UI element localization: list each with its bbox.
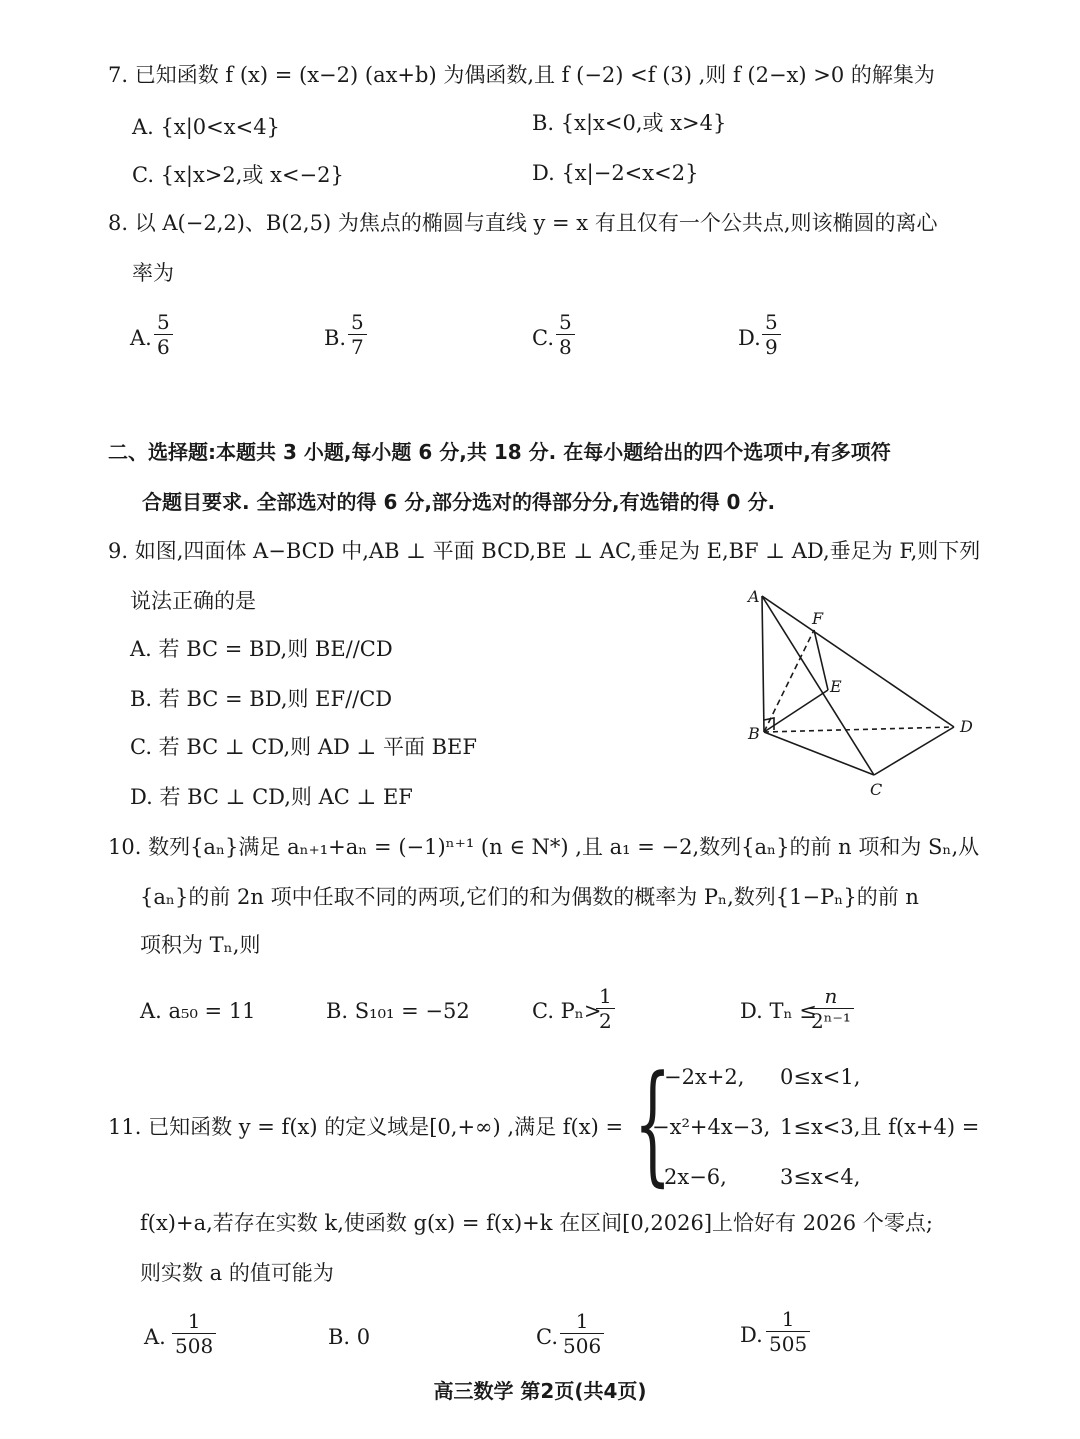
q8-b-numerator: 5 bbox=[351, 310, 364, 334]
q11-option-a-label: A. bbox=[144, 1325, 166, 1349]
q11-piece1-expr: −2x+2, bbox=[664, 1065, 745, 1089]
q10-stem-line2: {aₙ}的前 2n 项中任取不同的两项,它们的和为偶数的概率为 Pₙ,数列{1−Pₙ}的前 n bbox=[140, 885, 919, 909]
edge-ab bbox=[762, 596, 764, 732]
q10-option-d-prefix: D. Tₙ ≤ bbox=[740, 999, 817, 1023]
q8-option-c-label: C. bbox=[532, 326, 554, 350]
q10-option-d-fraction bbox=[808, 984, 854, 1033]
q11-stem-line2: f(x)+a,若存在实数 k,使函数 g(x) = f(x)+k 在区间[0,2026]上恰好有 2026 个零点; bbox=[140, 1211, 933, 1235]
q10-c-denominator: 2 bbox=[599, 1009, 612, 1033]
q11-piecewise-brace: { bbox=[634, 1047, 672, 1199]
q8-stem-line1: 8. 以 A(−2,2)、B(2,5) 为焦点的椭圆与直线 y = x 有且仅有一个公共点,则该椭圆的离心 bbox=[108, 211, 938, 235]
q11-piece2-cond: 1≤x<3,且 f(x+4) = bbox=[780, 1115, 980, 1139]
q11-d-denominator: 505 bbox=[769, 1332, 808, 1356]
q8-c-numerator: 5 bbox=[559, 310, 572, 334]
q11-d-numerator: 1 bbox=[781, 1307, 795, 1331]
q11-piece3-expr: 2x−6, bbox=[664, 1165, 727, 1189]
q11-c-denominator: 506 bbox=[563, 1334, 602, 1358]
q8-stem-line2: 率为 bbox=[132, 261, 174, 285]
q11-option-d-fraction bbox=[766, 1307, 810, 1356]
q11-piece1-cond: 0≤x<1, bbox=[780, 1065, 861, 1089]
q11-a-numerator: 1 bbox=[187, 1309, 201, 1333]
section2-heading-line1: 二、选择题:本题共 3 小题,每小题 6 分,共 18 分. 在每小题给出的四个选项中,有多项符 bbox=[108, 440, 891, 464]
q11-c-numerator: 1 bbox=[575, 1309, 589, 1333]
vertex-a-label: A bbox=[748, 587, 760, 606]
vertex-d-label: D bbox=[960, 717, 973, 736]
q9-option-a: A. 若 BC = BD,则 BE//CD bbox=[130, 637, 393, 661]
q8-b-denominator: 7 bbox=[351, 335, 364, 359]
edge-bc bbox=[764, 732, 874, 775]
page-footer: 高三数学 第2页(共4页) bbox=[433, 1379, 647, 1403]
q10-option-c-fraction bbox=[596, 984, 615, 1033]
q11-option-c-label: C. bbox=[536, 1325, 558, 1349]
q9-stem-line1: 9. 如图,四面体 A−BCD 中,AB ⊥ 平面 BCD,BE ⊥ AC,垂足为 E,BF ⊥ AD,垂足为 F,则下列 bbox=[108, 539, 981, 563]
segment-bd-hidden bbox=[764, 727, 954, 732]
vertex-b-label: B bbox=[748, 724, 760, 743]
section2-heading-line2: 合题目要求. 全部选对的得 6 分,部分选对的得部分分,有选错的得 0 分. bbox=[142, 490, 776, 514]
q8-option-a-label: A. bbox=[130, 326, 152, 350]
q8-option-c-fraction bbox=[556, 310, 575, 359]
q10-d-denominator: 2ⁿ⁻¹ bbox=[811, 1009, 851, 1033]
edge-cd bbox=[874, 727, 954, 775]
q11-option-b: B. 0 bbox=[328, 1325, 371, 1349]
q7-option-c: C. {x|x>2,或 x<−2} bbox=[132, 163, 344, 187]
point-f-label: F bbox=[812, 609, 824, 628]
vertex-c-label: C bbox=[870, 780, 883, 799]
q8-option-d-label: D. bbox=[738, 326, 761, 350]
q11-stem-left: 11. 已知函数 y = f(x) 的定义域是[0,+∞) ,满足 f(x) = bbox=[108, 1115, 624, 1139]
q8-option-b-fraction bbox=[348, 310, 367, 359]
q10-option-b: B. S₁₀₁ = −52 bbox=[326, 999, 470, 1023]
q11-option-c-fraction bbox=[560, 1309, 604, 1358]
q11-stem-line3: 则实数 a 的值可能为 bbox=[140, 1261, 334, 1285]
q10-stem-line3: 项积为 Tₙ,则 bbox=[140, 933, 261, 957]
q9-option-c: C. 若 BC ⊥ CD,则 AD ⊥ 平面 BEF bbox=[130, 735, 477, 759]
q8-option-a-fraction bbox=[154, 310, 173, 359]
q7-stem: 7. 已知函数 f (x) = (x−2) (ax+b) 为偶函数,且 f (−2) <f (3) ,则 f (2−x) >0 的解集为 bbox=[108, 63, 935, 87]
segment-bf-hidden bbox=[764, 630, 814, 732]
q10-option-a: A. a₅₀ = 11 bbox=[140, 999, 256, 1023]
q8-a-numerator: 5 bbox=[157, 310, 170, 334]
tetrahedron-figure bbox=[740, 582, 1000, 802]
q8-c-denominator: 8 bbox=[559, 335, 572, 359]
q11-piece3-cond: 3≤x<4, bbox=[780, 1165, 861, 1189]
q8-option-d-fraction bbox=[762, 310, 781, 359]
q7-option-a: A. {x|0<x<4} bbox=[132, 115, 280, 139]
point-e-label: E bbox=[830, 677, 842, 696]
q8-option-b-label: B. bbox=[324, 326, 347, 350]
q10-option-c-prefix: C. Pₙ> bbox=[532, 999, 602, 1023]
q11-piece2-expr: −x²+4x−3, bbox=[652, 1115, 771, 1139]
q8-d-numerator: 5 bbox=[765, 310, 778, 334]
q7-option-b: B. {x|x<0,或 x>4} bbox=[532, 111, 727, 135]
q11-a-denominator: 508 bbox=[175, 1334, 214, 1358]
q11-option-a-fraction bbox=[172, 1309, 216, 1358]
edge-ad bbox=[762, 596, 954, 727]
q10-c-numerator: 1 bbox=[599, 984, 612, 1008]
q7-option-d: D. {x|−2<x<2} bbox=[532, 161, 699, 185]
q11-option-d-label: D. bbox=[740, 1323, 763, 1347]
q9-option-b: B. 若 BC = BD,则 EF//CD bbox=[130, 687, 393, 711]
q8-d-denominator: 9 bbox=[765, 335, 778, 359]
q9-option-d: D. 若 BC ⊥ CD,则 AC ⊥ EF bbox=[130, 785, 413, 809]
q9-stem-line2: 说法正确的是 bbox=[130, 589, 256, 613]
q8-a-denominator: 6 bbox=[157, 335, 170, 359]
q10-d-numerator: n bbox=[824, 984, 838, 1008]
q10-stem-line1: 10. 数列{aₙ}满足 aₙ₊₁+aₙ = (−1)ⁿ⁺¹ (n ∈ N*) ,且 a₁ = −2,数列{aₙ}的前 n 项和为 Sₙ,从 bbox=[108, 835, 980, 859]
